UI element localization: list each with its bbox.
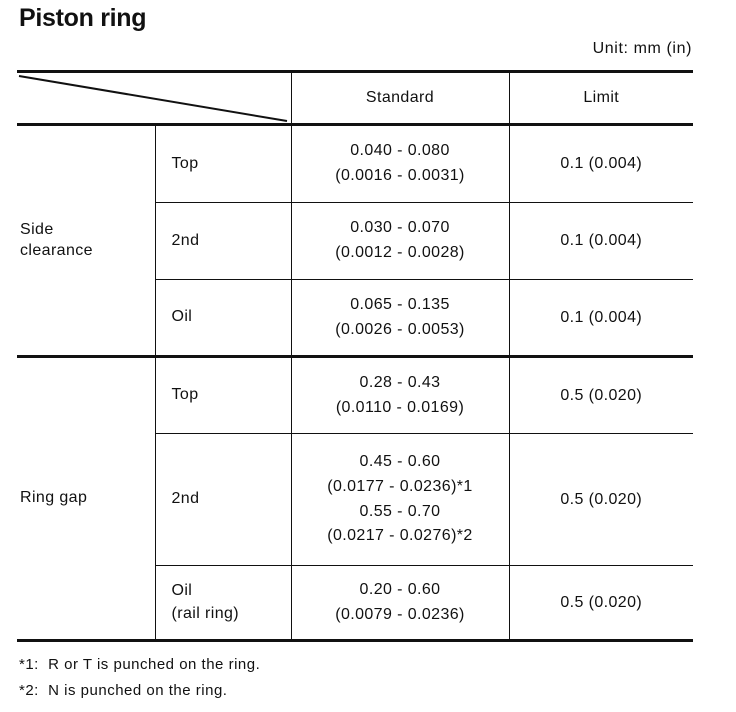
standard-value: 0.45 - 0.60 — [359, 452, 441, 470]
table-row — [17, 357, 693, 434]
group-label-line: clearance — [20, 241, 93, 259]
group-label-line: Side — [20, 220, 54, 238]
standard-value: 0.28 - 0.43 — [359, 373, 441, 391]
standard-value: 0.20 - 0.60 — [359, 580, 441, 598]
footnote: *1: R or T is punched on the ring. — [19, 656, 261, 673]
standard-value: (0.0016 - 0.0031) — [335, 167, 465, 184]
ring-label-line: (rail ring) — [171, 604, 240, 622]
diagonal-rule — [17, 73, 291, 123]
corner-cell — [17, 72, 291, 125]
spec-table — [17, 70, 693, 642]
group-label-ring-gap — [17, 357, 155, 641]
ring-label: Oil — [155, 280, 291, 357]
standard-value: 0.030 - 0.070 — [350, 219, 450, 237]
limit-value: 0.5 (0.020) — [509, 434, 693, 566]
footnote: *2: N is punched on the ring. — [19, 682, 228, 699]
limit-value: 0.1 (0.004) — [509, 125, 693, 203]
standard-cell — [291, 203, 509, 280]
standard-value: (0.0012 - 0.0028) — [335, 244, 465, 261]
standard-cell — [291, 125, 509, 203]
footnotes — [19, 652, 260, 704]
ring-label: Top — [155, 125, 291, 203]
standard-value: 0.55 - 0.70 — [359, 502, 441, 520]
standard-value: (0.0217 - 0.0276)*2 — [327, 527, 473, 545]
standard-value: (0.0079 - 0.0236) — [335, 605, 465, 623]
ring-label: 2nd — [155, 434, 291, 566]
header-row — [17, 72, 693, 125]
standard-value: (0.0026 - 0.0053) — [335, 320, 465, 338]
ring-label: 2nd — [155, 203, 291, 280]
standard-cell — [291, 280, 509, 357]
ring-label — [155, 566, 291, 641]
standard-value: 0.065 - 0.135 — [350, 295, 450, 313]
limit-value: 0.1 (0.004) — [509, 203, 693, 280]
group-label-line: Ring gap — [20, 489, 88, 507]
page-title: Piston ring — [19, 4, 147, 32]
limit-value: 0.5 (0.020) — [509, 566, 693, 641]
limit-value: 0.1 (0.004) — [509, 280, 693, 357]
standard-value: (0.0110 - 0.0169) — [335, 398, 465, 416]
standard-value: (0.0177 - 0.0236)*1 — [327, 477, 473, 495]
limit-value: 0.5 (0.020) — [509, 357, 693, 434]
ring-label-line: Oil — [171, 582, 193, 600]
standard-value: 0.040 - 0.080 — [350, 142, 450, 160]
group-label-side-clearance — [17, 125, 155, 357]
standard-cell — [291, 357, 509, 434]
table-row — [17, 125, 693, 203]
ring-label: Top — [155, 357, 291, 434]
column-header-standard: Standard — [291, 72, 509, 125]
unit-note: Unit: mm (in) — [592, 40, 692, 57]
column-header-limit: Limit — [509, 72, 693, 125]
standard-cell — [291, 566, 509, 641]
standard-cell — [291, 434, 509, 566]
